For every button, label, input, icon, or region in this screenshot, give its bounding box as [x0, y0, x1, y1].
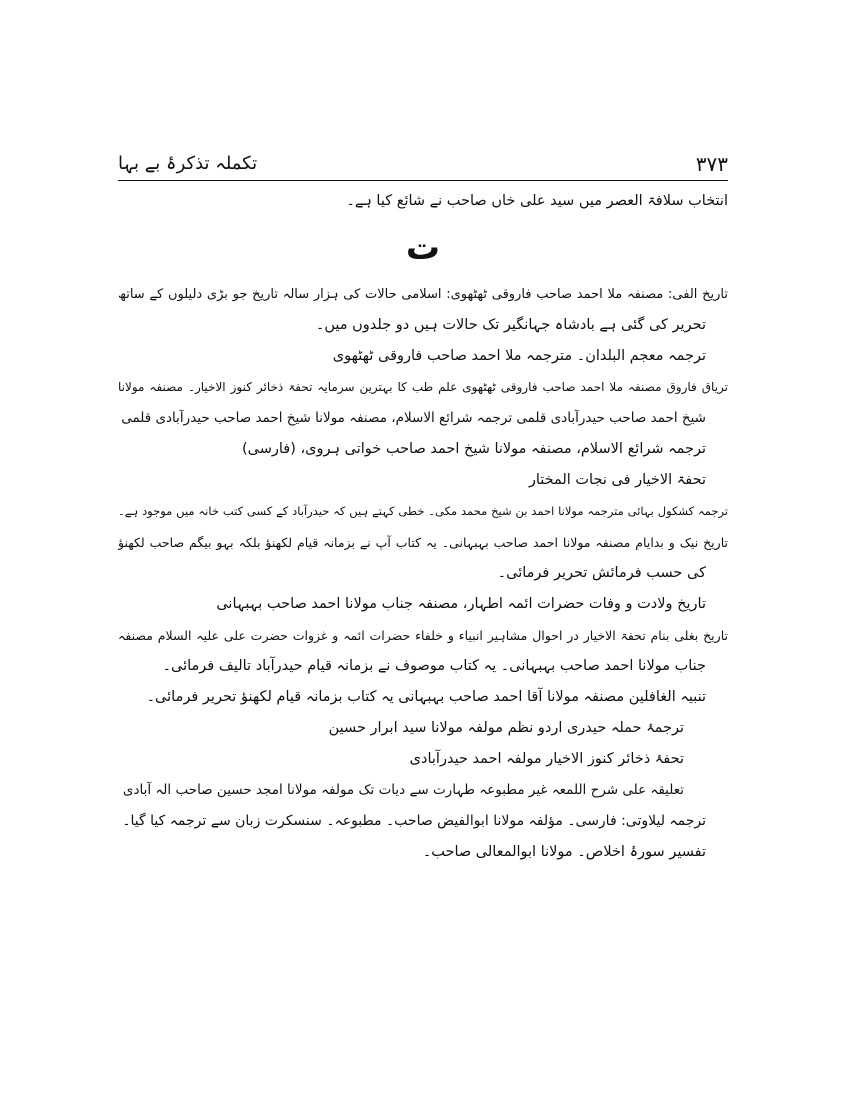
entry-line: ترجمہ معجم البلدان۔ مترجمہ ملا احمد صاحب فاروقی ٹھٹھوی: [332, 348, 706, 364]
entry-line: تاریخ نیک و بدایام مصنفہ مولانا احمد صاحب بہبہانی۔ یہ کتاب آپ نے بزمانہ قیام لکھنؤ بلکہ بہو بیگم صاحب لکھنؤ: [118, 535, 728, 550]
page-number: ۳۷۳: [695, 152, 728, 176]
entry-line: تاریخ ولادت و وفات حضرات ائمہ اطہار، مصنفہ جناب مولانا احمد صاحب بہبہانی: [216, 596, 706, 612]
entry-continuation: جناب مولانا احمد صاحب بہبہانی۔ یہ کتاب موصوف نے بزمانہ قیام حیدرآباد تالیف فرمائی۔: [162, 658, 706, 674]
entry-line: تعلیقہ علی شرح اللمعہ غیر مطبوعہ طہارت سے دیات تک مولفہ مولانا امجد حسین صاحب الہ آبادی: [122, 782, 684, 798]
entry-continuation: شیخ احمد صاحب حیدرآبادی قلمی ترجمہ شرائع الاسلام، مصنفہ مولانا شیخ احمد صاحب حیدرآبادی قلمی: [121, 410, 706, 426]
entry-line: تنبیہ الغافلین مصنفہ مولانا آقا احمد صاحب بہبہانی یہ کتاب بزمانہ قیام لکھنؤ تحریر فرمائی۔: [146, 689, 706, 705]
header-rule: [118, 180, 728, 181]
section-letter: ت: [405, 228, 441, 268]
entry-line: تریاق فاروق مصنفہ ملا احمد صاحب فاروقی ٹھٹھوی علم طب کا بہترین سرمایہ تحفۃ ذخائر کنوز الاخیار۔ مصنفہ مولانا: [118, 380, 728, 394]
entry-line: ترجمہ شرائع الاسلام، مصنفہ مولانا شیخ احمد صاحب خواتی ہروی، (فارسی): [241, 441, 706, 457]
entry-line: تحفۂ ذخائر کنوز الاخیار مولفہ احمد حیدرآبادی: [409, 751, 684, 767]
body-text: [118, 186, 728, 868]
entry-continuation: تحریر کی گئی ہے بادشاہ جہانگیر تک حالات ہیں دو جلدوں میں۔: [315, 317, 706, 333]
entry-line: تحفۃ الاخیار فی نجات المختار: [528, 472, 706, 488]
entry-line: تاریخ الفی: مصنفہ ملا احمد صاحب فاروقی ٹھٹھوی: اسلامی حالات کی ہزار سالہ تاریخ جو بڑی دلیلوں کے ساتھ: [118, 287, 728, 302]
entry-line: ترجمۂ حملہ حیدری اردو نظم مولفہ مولانا سید ابرار حسین: [328, 720, 684, 736]
entry-line: تاریخ بغلی بنام تحفۃ الاخیار در احوال مشاہیر انبیاء و خلفاء حضرات ائمہ و غزوات حضرت علی علیہ السلام مصنفہ: [118, 628, 728, 643]
entry-line: ترجمہ کشکول بہائی مترجمہ مولانا احمد بن شیخ محمد مکی۔ خطی کہتے ہیں کہ حیدرآباد کے کسی کتب خانہ میں موجود ہے۔: [118, 504, 728, 518]
entry-line: تفسیر سورۂ اخلاص۔ مولانا ابوالمعالی صاحب۔: [422, 844, 706, 860]
entry-continuation: کی حسب فرمائش تحریر فرمائی۔: [497, 565, 706, 581]
entry-line: ترجمہ لیلاوتی: فارسی۔ مؤلفہ مولانا ابوالفیض صاحب۔ مطبوعہ۔ سنسکرت زبان سے ترجمہ کیا گیا۔: [122, 813, 706, 829]
running-head: تکملہ تذکرۂ بے بہا: [118, 153, 258, 174]
text-line: انتخاب سلافۃ العصر میں سید علی خاں صاحب نے شائع کیا ہے۔: [346, 193, 728, 209]
page-header: [118, 152, 728, 178]
